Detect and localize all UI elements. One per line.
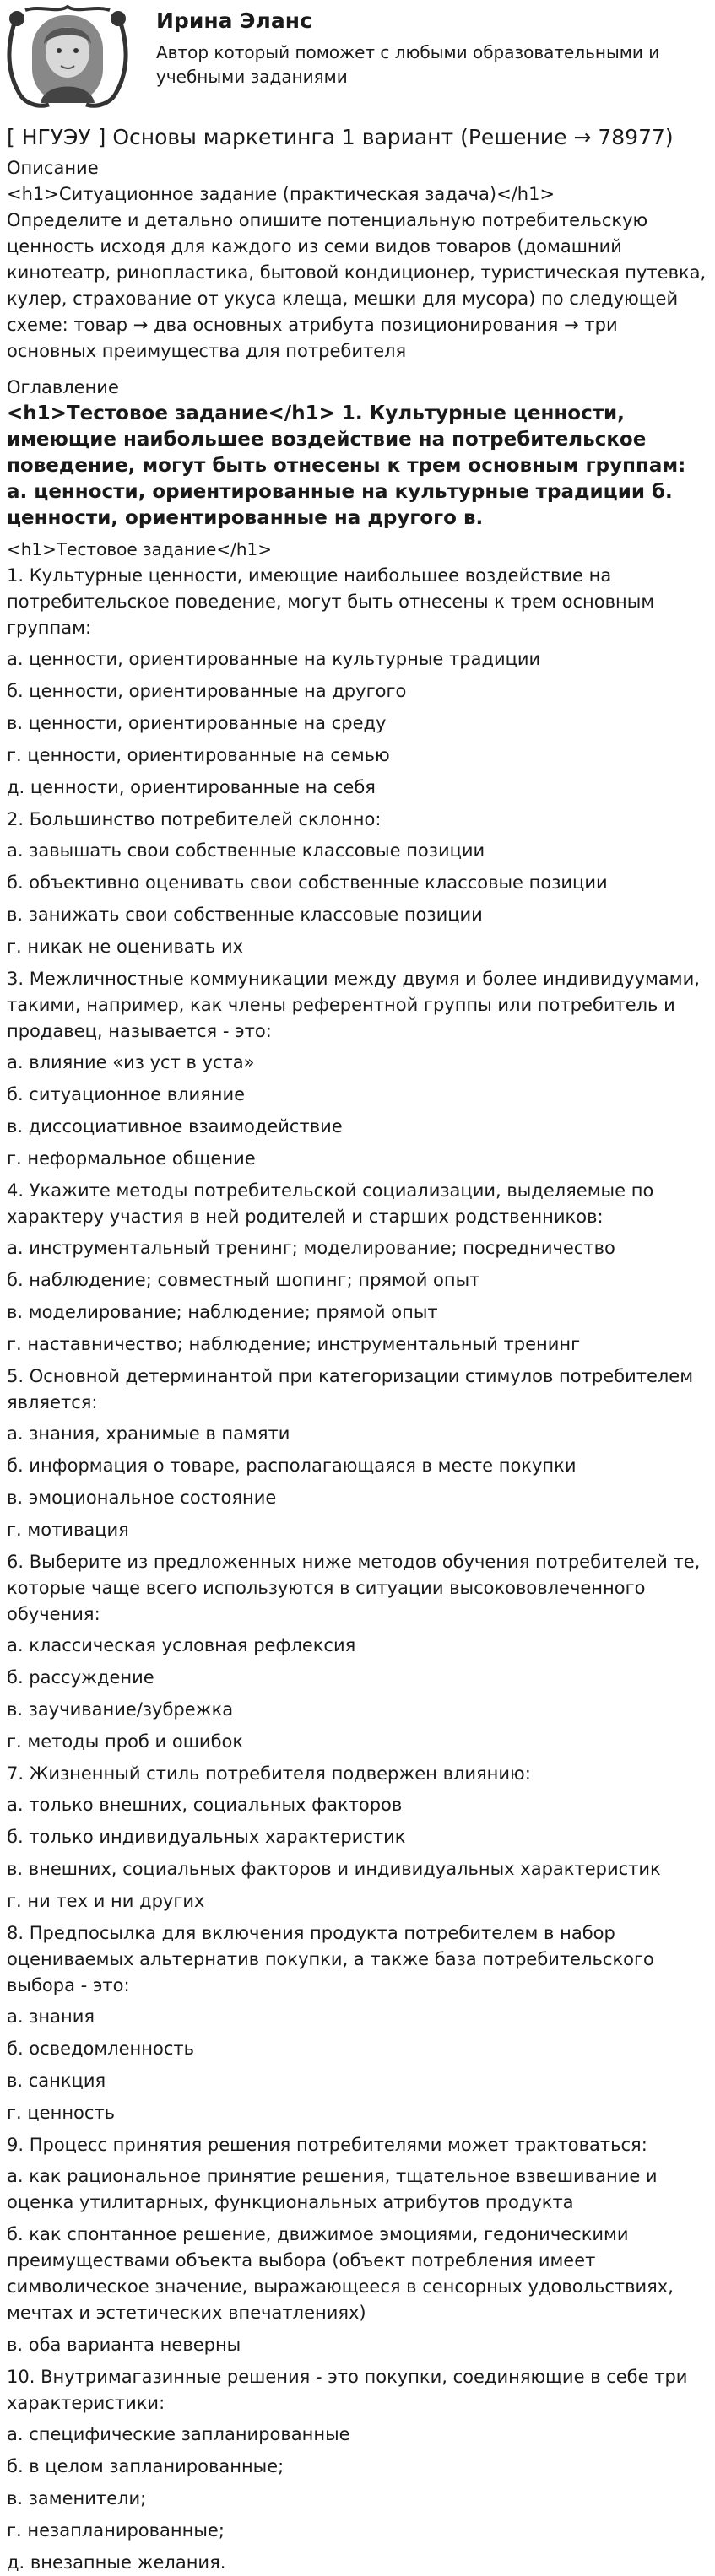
questions-list	[7, 563, 708, 2576]
answer-option: а. только внешних, социальных факторов	[7, 1795, 403, 1815]
answer-option: в. моделирование; наблюдение; прямой опыт	[7, 1302, 438, 1322]
answer-option: в. санкция	[7, 2071, 106, 2091]
answer-option: а. ценности, ориентированные на культурные традиции	[7, 649, 541, 669]
question-text: 9. Процесс принятия решения потребителями может трактоваться:	[7, 2135, 647, 2155]
author-name[interactable]: Ирина Эланс	[156, 8, 312, 33]
description-label: Описание	[7, 158, 99, 178]
question-block	[7, 1761, 708, 1914]
answer-option: б. как спонтанное решение, движимое эмоциями, гедоническими преимуществами объекта выбора (объект потребления имеет символическое значение, выражающееся в сенсорных удовольствиях, мечтах и эстетических впечатлениях)	[7, 2224, 674, 2323]
toc-heading: <h1>Тестовое задание</h1> 1. Культурные ценности, имеющие наибольшее воздействие на потребительское поведение, могут быть отнесены к трем основным группам: а. ценности, ориентированные на культурные традиции б. ценности, ориентированные на другого в.	[7, 402, 686, 529]
question-block	[7, 1364, 708, 1543]
question-block	[7, 2364, 708, 2576]
answer-option: б. осведомленность	[7, 2039, 195, 2059]
answer-option: б. рассуждение	[7, 1667, 154, 1688]
answer-option: б. ситуационное влияние	[7, 1084, 246, 1104]
answer-option: г. ценность	[7, 2103, 116, 2123]
question-block	[7, 807, 708, 960]
answer-option: д. внезапные желания.	[7, 2552, 226, 2573]
answer-option: б. информация о товаре, располагающаяся в месте покупки	[7, 1455, 577, 1476]
answer-option: в. эмоциональное состояние	[7, 1488, 277, 1508]
answer-option: б. объективно оценивать свои собственные классовые позиции	[7, 872, 608, 893]
answer-option: г. ценности, ориентированные на семью	[7, 745, 390, 765]
answer-option: г. наставничество; наблюдение; инструментальный тренинг	[7, 1334, 581, 1354]
answer-option: в. внешних, социальных факторов и индивидуальных характеристик	[7, 1859, 661, 1879]
question-text: 10. Внутримагазинные решения - это покупки, соединяющие в себе три характеристики:	[7, 2367, 688, 2413]
question-block	[7, 1920, 708, 2126]
description-text: Определите и детально опишите потенциальную потребительскую ценность исходя для каждого из семи видов товаров (домашний кинотеатр, ринопластика, бытовой кондиционер, туристическая путевка, кулер, страхование от укуса клеща, мешки для мусора) по следующей схеме: товар → два основных атрибута позиционирования → три основных преимущества для потребителя	[7, 210, 707, 361]
answer-option: а. как рациональное принятие решения, тщательное взвешивание и оценка утилитарных, функциональных атрибутов продукта	[7, 2166, 658, 2212]
answer-option: в. заменители;	[7, 2488, 147, 2508]
answer-option: а. завышать свои собственные классовые позиции	[7, 840, 485, 861]
document-content	[0, 123, 715, 2576]
question-text: 6. Выберите из предложенных ниже методов обучения потребителей те, которые чаще всего используются в ситуации высокововлеченного обучения:	[7, 1552, 701, 1624]
question-block	[7, 2132, 708, 2358]
answer-option: а. знания	[7, 2006, 95, 2027]
question-text: 7. Жизненный стиль потребителя подвержен влиянию:	[7, 1763, 531, 1784]
answer-option: г. ни тех и ни других	[7, 1891, 205, 1911]
answer-option: б. ценности, ориентированные на другого	[7, 681, 407, 701]
document-title: [ НГУЭУ ] Основы маркетинга 1 вариант (Решение → 78977)	[7, 125, 674, 149]
answer-option: д. ценности, ориентированные на себя	[7, 777, 376, 797]
author-avatar[interactable]	[7, 3, 128, 111]
answer-option: в. диссоциативное взаимодействие	[7, 1116, 343, 1137]
question-block	[7, 563, 708, 801]
answer-option: а. классическая условная рефлексия	[7, 1635, 356, 1655]
answer-option: б. в целом запланированные;	[7, 2456, 284, 2476]
answer-option: а. инструментальный тренинг; моделирование; посредничество	[7, 1238, 615, 1258]
question-text: 3. Межличностные коммуникации между двумя и более индивидуумами, такими, например, как члены референтной группы или потребитель и продавец, называется - это:	[7, 969, 700, 1041]
question-text: 5. Основной детерминантой при категоризации стимулов потребителем является:	[7, 1366, 694, 1412]
question-block	[7, 1178, 708, 1358]
question-block	[7, 1549, 708, 1755]
question-text: 2. Большинство потребителей склонно:	[7, 809, 382, 829]
answer-option: б. наблюдение; совместный шопинг; прямой опыт	[7, 1270, 480, 1290]
answer-option: в. ценности, ориентированные на среду	[7, 713, 387, 733]
question-text: 4. Укажите методы потребительской социализации, выделяемые по характеру участия в ней родителей и старших родственников:	[7, 1180, 654, 1227]
answer-option: в. занижать свои собственные классовые позиции	[7, 905, 483, 925]
answer-option: г. методы проб и ошибок	[7, 1731, 244, 1752]
description-tag: <h1>Ситуационное задание (практическая задача)</h1>	[7, 184, 555, 204]
answer-option: б. только индивидуальных характеристик	[7, 1827, 406, 1847]
question-text: 1. Культурные ценности, имеющие наибольшее воздействие на потребительское поведение, могут быть отнесены к трем основным группам:	[7, 565, 655, 638]
answer-option: г. незапланированные;	[7, 2520, 225, 2541]
answer-option: г. мотивация	[7, 1520, 129, 1540]
question-text: 8. Предпосылка для включения продукта потребителем в набор оцениваемых альтернатив покупки, а также база потребительского выбора - это:	[7, 1923, 654, 1995]
answer-option: г. никак не оценивать их	[7, 937, 244, 957]
answer-option: а. специфические запланированные	[7, 2424, 350, 2444]
question-block	[7, 966, 708, 1172]
toc-label: Оглавление	[7, 377, 119, 397]
test-tag: <h1>Тестовое задание</h1>	[7, 539, 273, 559]
answer-option: а. знания, хранимые в памяти	[7, 1423, 290, 1444]
answer-option: а. влияние «из уст в уста»	[7, 1052, 255, 1072]
answer-option: в. заучивание/зубрежка	[7, 1699, 234, 1720]
answer-option: в. оба варианта неверны	[7, 2335, 241, 2355]
answer-option: г. неформальное общение	[7, 1148, 256, 1169]
author-header	[0, 0, 715, 118]
author-description: Автор который поможет с любыми образовательными и учебными заданиями	[156, 42, 660, 87]
